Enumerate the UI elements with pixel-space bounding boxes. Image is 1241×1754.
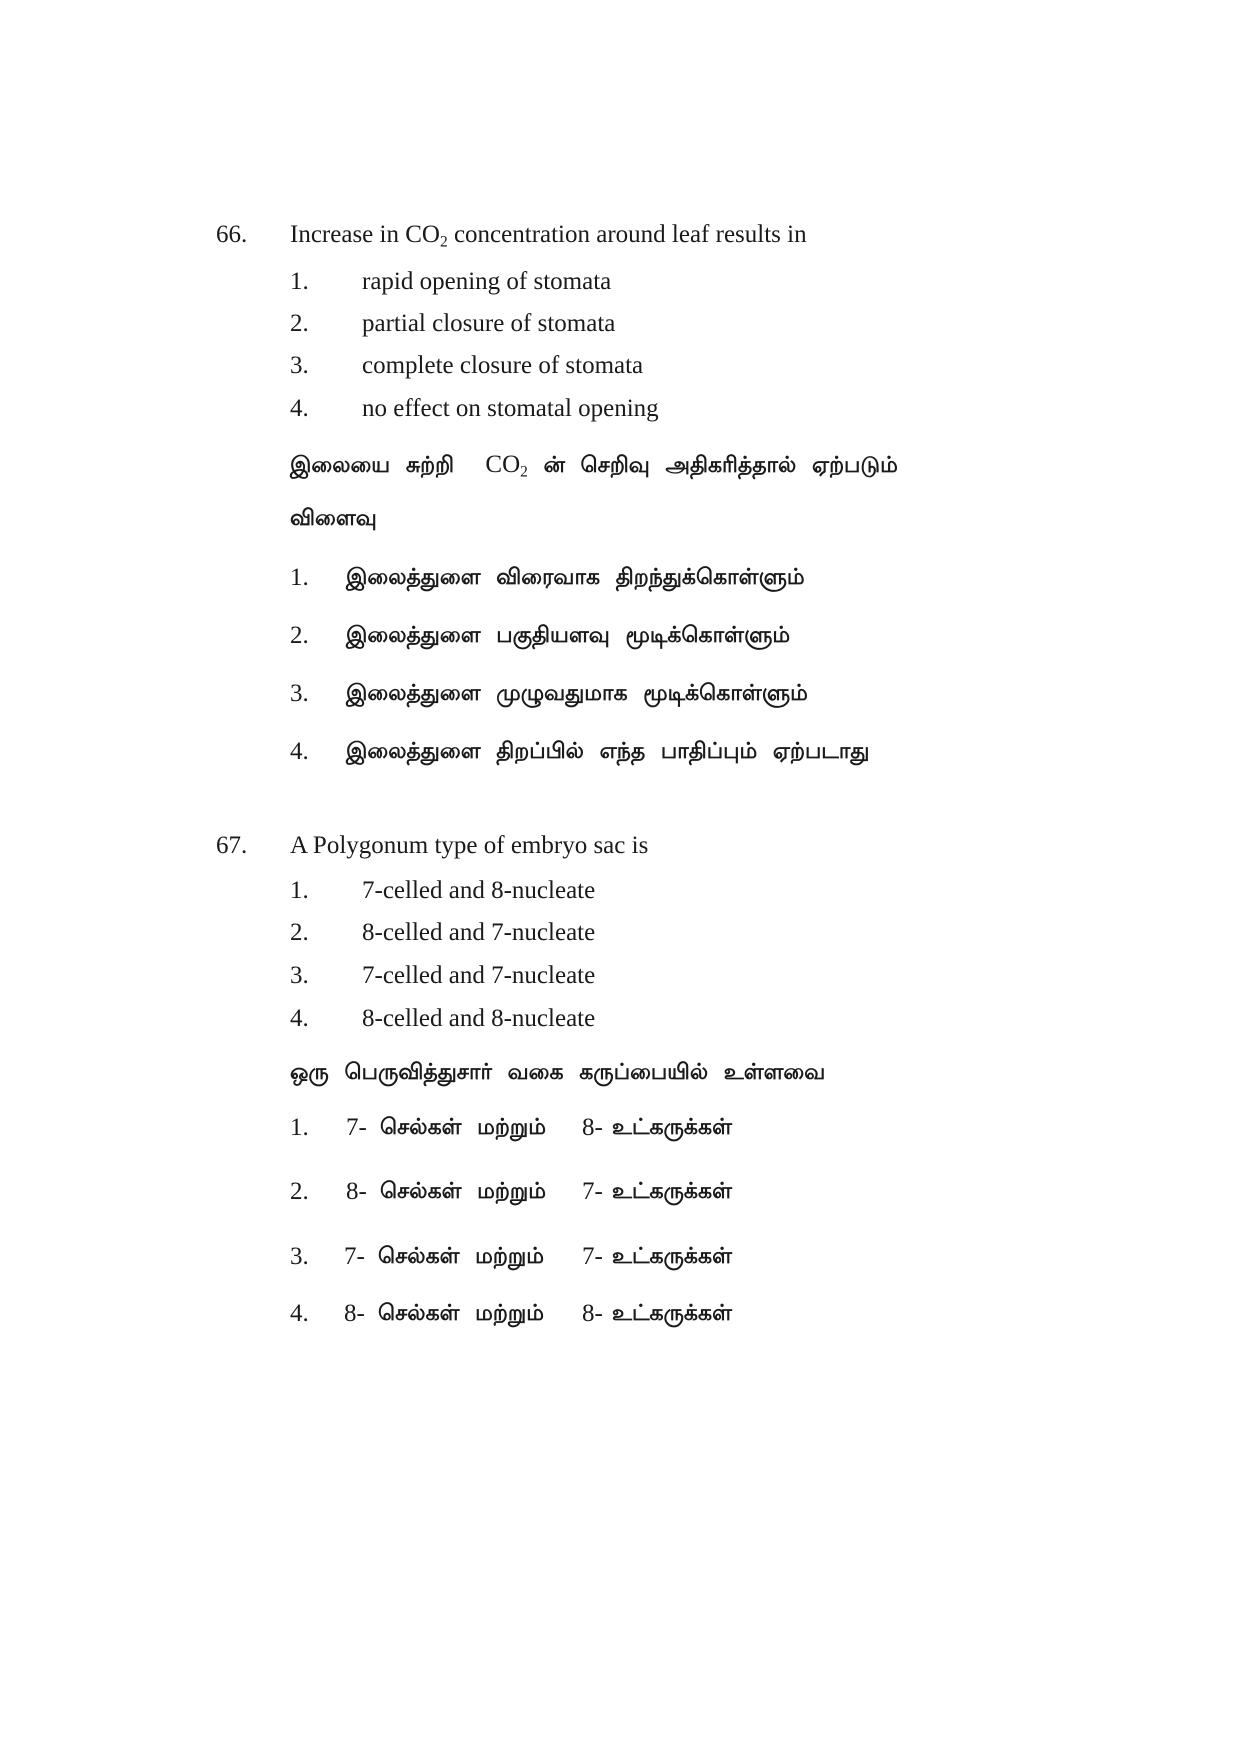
option-count: 7- xyxy=(582,1178,603,1205)
option-number: 4. xyxy=(290,738,309,765)
option-number: 3. xyxy=(290,680,309,707)
option-text-ta: இலைத்துளை பகுதியளவு மூடிக்கொள்ளும் xyxy=(346,623,791,648)
option-number: 4. xyxy=(290,395,309,422)
question-number: 67. xyxy=(216,832,248,859)
option-count: 7- xyxy=(346,1114,367,1141)
option-number: 3. xyxy=(290,962,309,989)
option-count: 8- xyxy=(582,1300,603,1327)
option-count: 7- xyxy=(582,1243,603,1270)
option-text-en: complete closure of stomata xyxy=(362,352,644,379)
option-number: 2. xyxy=(290,1178,309,1205)
option-count: 8- xyxy=(582,1114,603,1141)
option-text-en: rapid opening of stomata xyxy=(362,268,612,295)
option-text-en: partial closure of stomata xyxy=(362,310,616,337)
question-stem-en: A Polygonum type of embryo sac is xyxy=(290,832,649,859)
option-number: 1. xyxy=(290,268,309,295)
question-stem-ta-line2: விளைவு xyxy=(290,506,377,531)
option-count: 8- xyxy=(346,1178,367,1205)
option-text-ta: இலைத்துளை விரைவாக திறந்துக்கொள்ளும் xyxy=(346,565,805,590)
option-text-en: 7-celled and 8-nucleate xyxy=(362,877,596,904)
option-number: 4. xyxy=(290,1005,309,1032)
stem-co: $CO_2$ xyxy=(485,451,528,481)
option-text-ta: இலைத்துளை திறப்பில் எந்த பாதிப்பும் ஏற்படாது xyxy=(346,739,870,764)
option-number: 1. xyxy=(290,1114,309,1141)
stem-text: இலையை சுற்றி xyxy=(290,453,455,478)
option-text-en: no effect on stomatal opening xyxy=(362,395,659,422)
option-number: 3. xyxy=(290,352,309,379)
stem-text: concentration around leaf results in xyxy=(447,221,807,248)
stem-subscript: 2 xyxy=(439,233,448,251)
option-number: 4. xyxy=(290,1300,309,1327)
option-text-ta: இலைத்துளை முழுவதுமாக மூடிக்கொள்ளும் xyxy=(346,681,808,706)
option-text-en: 7-celled and 7-nucleate xyxy=(362,962,596,989)
option-text-en: 8-celled and 7-nucleate xyxy=(362,919,596,946)
stem-text: Increase in CO xyxy=(290,221,440,248)
option-number: 3. xyxy=(290,1243,309,1270)
option-number: 1. xyxy=(290,877,309,904)
stem-text: ன் செறிவு அதிகரித்தால் ஏற்படும் xyxy=(543,453,898,478)
option-text-ta: செல்கள் மற்றும் xyxy=(380,1115,546,1140)
option-text-ta: உட்கருக்கள் xyxy=(612,1244,732,1269)
question-stem-en xyxy=(290,221,807,251)
option-number: 1. xyxy=(290,564,309,591)
option-number: 2. xyxy=(290,622,309,649)
option-count: 7- xyxy=(344,1243,365,1270)
option-text-en: 8-celled and 8-nucleate xyxy=(362,1005,596,1032)
option-number: 2. xyxy=(290,919,309,946)
option-text-ta: செல்கள் மற்றும் xyxy=(378,1244,544,1269)
question-stem-ta: ஒரு பெருவித்துசார் வகை கருப்பையில் உள்ளவை xyxy=(290,1060,826,1085)
question-number: 66. xyxy=(216,221,248,248)
question-stem-ta xyxy=(290,451,898,481)
option-count: 8- xyxy=(344,1300,365,1327)
option-number: 2. xyxy=(290,310,309,337)
option-text-ta: செல்கள் மற்றும் xyxy=(378,1301,544,1326)
option-text-ta: உட்கருக்கள் xyxy=(612,1115,732,1140)
option-text-ta: உட்கருக்கள் xyxy=(612,1179,732,1204)
option-text-ta: செல்கள் மற்றும் xyxy=(380,1179,546,1204)
option-text-ta: உட்கருக்கள் xyxy=(612,1301,732,1326)
